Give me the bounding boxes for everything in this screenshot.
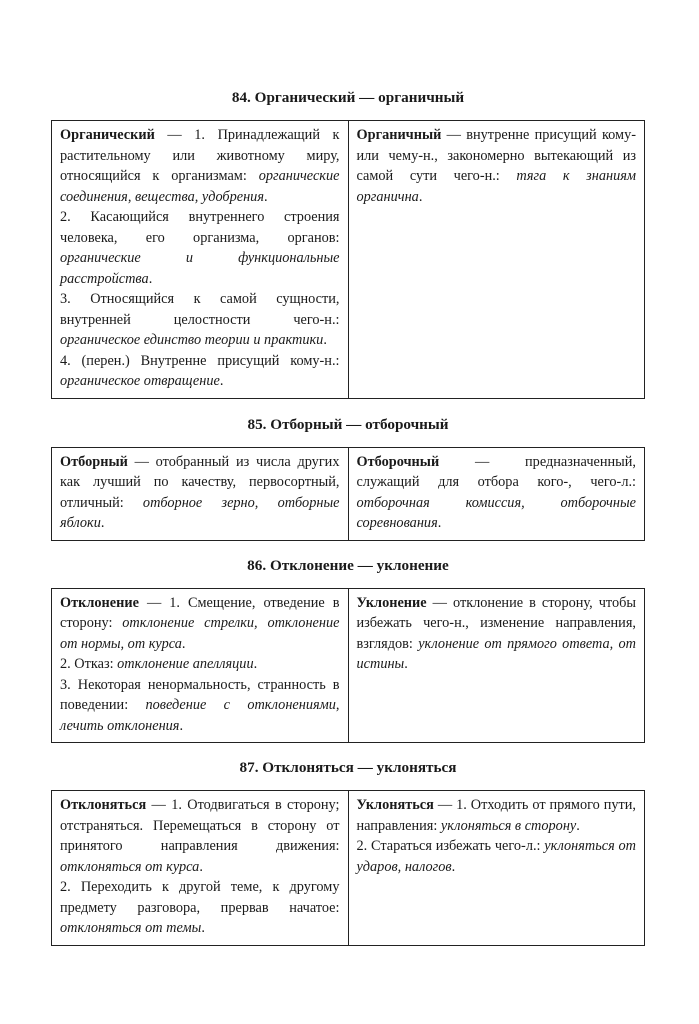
entry-87 [51,758,645,946]
usage-example: органические соединения, вещества, удобрения [60,168,340,205]
usage-example: отборочная комиссия, отборочные соревнования [356,494,636,531]
definition-text: 2. Переходить к другой теме, к другому предмету разговора, прервав начатое: [60,879,340,916]
right-definition-cell [348,447,645,540]
entry-84 [51,88,645,399]
usage-example: тяга к знаниям органична [356,168,636,205]
definition-text: — 1. Отходить от прямого пути, направления: [356,797,636,834]
section-heading: 84. Органический — органичный [231,89,465,106]
sense-3 [60,289,340,351]
definition-text: 3. Некоторая ненормальность, странность в поведении: [60,676,340,713]
definition-text: — предназначенный, служащий для отбора кого-, чего-л.: [356,453,636,490]
left-definition-cell [52,791,349,946]
punctuation: . [148,270,153,287]
punctuation: . [451,858,456,875]
definition-text: — внутренне присущий кому- или чему-н., закономерно вытекающий из самой сути чего-н.: [356,127,636,184]
section-heading: 85. Отборный — отборочный [247,415,449,433]
headword: Органический [60,127,155,143]
usage-example: органические и функциональные расстройства [60,250,340,287]
comparison-table [51,588,645,744]
definition-text: 3. Относящийся к самой сущности, внутренней целостности чего-н.: [60,291,340,328]
punctuation: . [323,332,327,348]
headword: Отклоняться [60,797,147,813]
usage-example: уклоняться в сторону [440,817,577,834]
sense-2 [60,877,340,939]
punctuation: . [437,515,442,531]
right-definition-cell [348,121,645,399]
punctuation: . [263,188,268,205]
punctuation: . [201,920,205,936]
definition-text: — 1. Принадлежащий к растительному или животному миру, относящийся к организмам: [60,127,340,184]
sense-2 [357,836,637,877]
section-heading: 86. Отклонение — уклонение [247,556,449,574]
usage-example: поведение с отклонениями, лечить отклонения [60,697,340,734]
sense-2 [60,207,340,289]
definition-text: 2. Касающийся внутреннего строения человека, его организма, органов: [60,209,340,246]
sense-1 [60,452,340,534]
entry-86 [51,556,645,744]
headword: Органичный [356,127,442,143]
definition-text: 4. (перен.) Внутренне присущий кому-н.: [60,352,340,369]
sense-1 [357,795,637,836]
entry-85 [51,415,645,541]
headword: Отклонение [60,594,139,611]
sense-4 [60,351,340,392]
sense-1 [357,125,637,207]
comparison-table [51,120,645,399]
left-definition-cell [52,588,349,743]
usage-example: отборное зерно, отборные яблоки [60,494,340,531]
section-heading: 87. Отклоняться — уклоняться [239,759,457,776]
headword: Отборочный [356,453,440,470]
punctuation: . [100,515,105,531]
definition-text: — отобранный из числа других как лучший по качеству, первосортный, отличный: [60,453,340,511]
definition-text: 2. Стараться избежать чего-л.: [356,838,545,854]
left-definition-cell [52,121,349,399]
definition-text: — 1. Смещение, отведение в сторону: [60,594,340,631]
sense-1 [60,593,340,655]
punctuation: . [253,656,258,672]
comparison-table [51,447,645,541]
sense-3 [60,675,340,737]
sense-1 [357,452,637,534]
usage-example: отклонение стрелки, отклонение от нормы, от курса [60,615,340,652]
usage-example: отклоняться от темы [60,920,202,936]
punctuation: . [576,817,580,834]
punctuation: . [199,858,203,875]
usage-example: уклоняться от ударов, налогов [356,838,636,875]
right-definition-cell [348,588,645,743]
headword: Отборный [60,453,128,470]
punctuation: . [404,656,408,672]
comparison-table [51,790,645,946]
sense-2 [60,654,340,675]
punctuation: . [219,373,224,389]
usage-example: органическое отвращение [60,373,220,389]
right-definition-cell [348,791,645,946]
punctuation: . [418,188,423,205]
sense-1 [60,125,340,207]
usage-example: органическое единство теории и практики [60,332,324,348]
usage-example: уклонение от прямого ответа, от истины [356,635,636,672]
definition-text: — отклонение в сторону, чтобы избежать чего-н., изменение направления, взглядов: [356,594,636,652]
headword: Уклоняться [356,797,434,813]
left-definition-cell [52,447,349,540]
usage-example: отклонение апелляции [117,656,254,672]
punctuation: . [181,635,186,652]
definition-text: — 1. Отодвигаться в сторону; отстраняться. Перемещаться в сторону от принятого направления движения: [60,797,340,854]
punctuation: . [179,717,184,734]
definition-text: 2. Отказ: [60,656,118,672]
headword: Уклонение [356,594,427,611]
dictionary-page [51,88,645,946]
sense-1 [357,593,637,675]
sense-1 [60,795,340,877]
usage-example: отклоняться от курса [60,858,200,875]
